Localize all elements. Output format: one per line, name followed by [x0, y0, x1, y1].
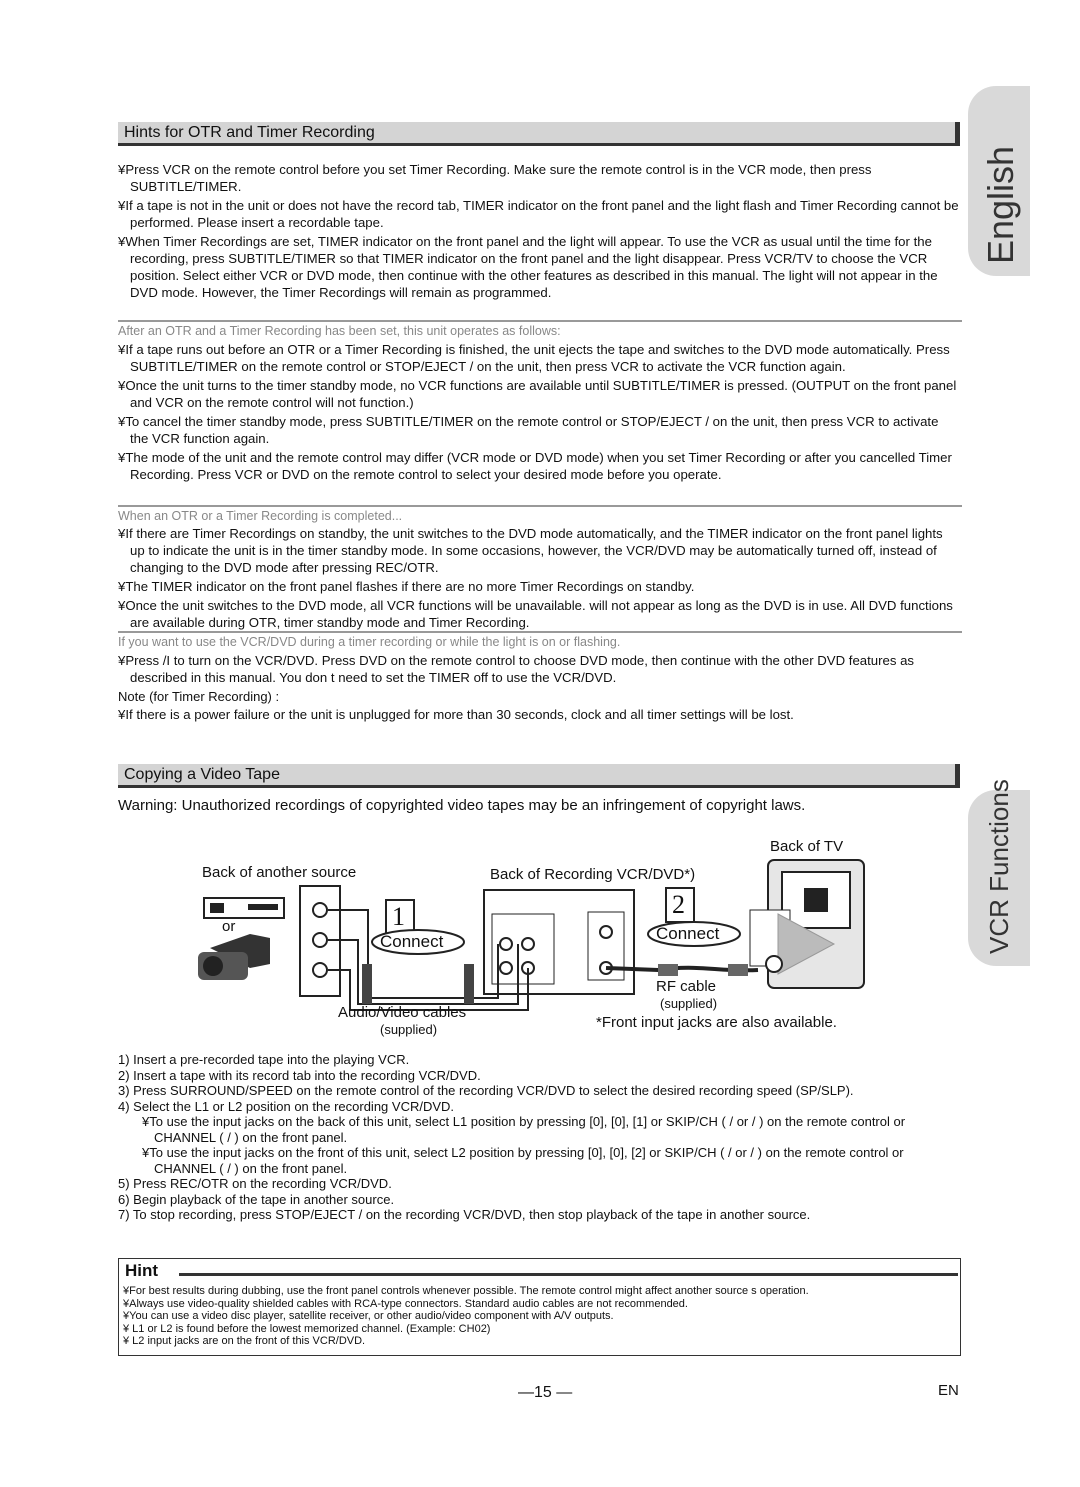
subheading-use-during-timer: If you want to use the VCR/DVD during a timer recording or while the light is on or flashing.	[118, 631, 962, 649]
step2-connect-label: Connect	[656, 924, 720, 943]
step2-number: 2	[672, 890, 685, 919]
list-item: ¥If a tape is not in the unit or does not have the record tab, TIMER indicator on the front panel and the light flash and Timer Recording cannot be performed. Please insert a recordable tape.	[118, 198, 959, 230]
or-label: or	[222, 918, 236, 935]
otr-bullets-1	[118, 161, 960, 303]
list-item: 5) Press REC/OTR on the recording VCR/DVD.	[118, 1176, 392, 1191]
english-tab-label: English	[980, 145, 1021, 264]
list-item: ¥If there is a power failure or the unit is unplugged for more than 30 seconds, clock and all timer settings will be lost.	[118, 707, 794, 722]
hint-list	[123, 1285, 809, 1348]
av-supplied-label: (supplied)	[380, 1022, 438, 1037]
list-item: ¥ L1 or L2 is found before the lowest memorized channel. (Example: CH02)	[123, 1322, 491, 1335]
copy-steps	[118, 1052, 962, 1223]
otr-bullets-3	[118, 525, 960, 633]
list-item: ¥When Timer Recordings are set, TIMER indicator on the front panel and the light will appear. To use the VCR as usual until the time for the recording, press SUBTITLE/TIMER so that TIMER indicator on the front panel and the light disappear. Press VCR/TV to choose the VCR position. Select either VCR or DVD mode, then continue with the other features as described in this manual. The light will not appear in the DVD mode. However, the Timer Recordings will remain as programmed.	[118, 234, 938, 300]
page-number: —15 —	[518, 1384, 573, 1401]
section-title: Hints for OTR and Timer Recording	[124, 124, 375, 141]
list-item: ¥Always use video-quality shielded cables with RCA-type connectors. Standard audio cables are not recommended.	[123, 1297, 688, 1310]
list-item: ¥To cancel the timer standby mode, press SUBTITLE/TIMER on the remote control or STOP/EJECT / on the unit, then press VCR to activate the VCR function again.	[118, 414, 939, 446]
english-side-tab	[968, 86, 1030, 276]
subheading-after-otr: After an OTR and a Timer Recording has been set, this unit operates as follows:	[118, 320, 962, 338]
language-code: EN	[938, 1382, 959, 1399]
rf-supplied-label: (supplied)	[660, 996, 718, 1011]
front-jacks-note: *Front input jacks are also available.	[596, 1014, 837, 1031]
back-of-tv-label: Back of TV	[770, 838, 844, 855]
list-item: ¥Once the unit turns to the timer standby mode, no VCR functions are available until SUBTITLE/TIMER is pressed. (OUTPUT on the front panel and VCR on the remote control will not function.)	[118, 378, 957, 410]
list-item: ¥To use the input jacks on the back of this unit, select L1 position by pressing [0], [0], [1] or SKIP/CH ( / or / ) on the remote control or CHANNEL ( / ) on the front panel.	[142, 1114, 906, 1145]
otr-bullets-4	[118, 652, 960, 688]
otr-bullets-5	[118, 706, 960, 725]
hint-box	[118, 1258, 961, 1356]
list-item: ¥Once the unit switches to the DVD mode, all VCR functions will be unavailable. will not appear as long as the DVD is in use. All DVD functions are available during OTR, timer standby mode and Timer Recording.	[118, 598, 953, 630]
list-item: ¥The mode of the unit and the remote control may differ (VCR mode or DVD mode) when you set Timer Recording or after you cancelled Timer Recording. Press VCR or DVD on the remote control to select your desired mode before you operate.	[118, 450, 952, 482]
list-item: ¥If a tape runs out before an OTR or a Timer Recording is finished, the unit ejects the tape and switches to the DVD mode automatically. Press SUBTITLE/TIMER on the remote control or STOP/EJECT / on the unit, then press VCR to activate the VCR function again.	[118, 342, 950, 374]
hint-rule	[179, 1273, 958, 1276]
connection-diagram	[118, 830, 962, 1040]
list-item: ¥To use the input jacks on the front of this unit, select L2 position by pressing [0], [0], [2] or SKIP/CH ( / or / ) on the remote control or CHANNEL ( / ) on the front panel.	[142, 1145, 904, 1176]
list-item: ¥Press VCR on the remote control before you set Timer Recording. Make sure the remote control is in the VCR mode, then press SUBTITLE/TIMER.	[118, 162, 872, 194]
section-title: Copying a Video Tape	[124, 766, 280, 783]
list-item: ¥The TIMER indicator on the front panel flashes if there are no more Timer Recordings on standby.	[118, 579, 695, 594]
list-item: ¥For best results during dubbing, use the front panel controls whenever possible. The remote control might affect another source s operation.	[123, 1285, 809, 1297]
diagram-graphics	[118, 830, 962, 1040]
hint-title-text: Hint	[125, 1261, 159, 1280]
back-of-recording-label: Back of Recording VCR/DVD*)	[490, 866, 696, 883]
list-item: 3) Press SURROUND/SPEED on the remote control of the recording VCR/DVD to select the desired recording speed (SP/SLP).	[118, 1083, 854, 1098]
step1-number: 1	[392, 902, 405, 931]
vcr-functions-side-tab	[968, 779, 1030, 966]
section-heading-copying	[118, 764, 960, 788]
vcr-functions-tab-label: VCR Functions	[984, 779, 1014, 954]
list-item: ¥If there are Timer Recordings on standby, the unit switches to the DVD mode automatically, and the TIMER indicator on the front panel lights up to indicate the unit is in the timer standby mode. In some occasions, however, the VCR/DVD may be automatically turned off, instead of changing to the DVD mode after pressing REC/OTR.	[118, 526, 943, 575]
list-item: 6) Begin playback of the tape in another source.	[118, 1191, 395, 1207]
subheading-when-completed: When an OTR or a Timer Recording is completed...	[118, 505, 962, 523]
list-item: 7) To stop recording, press STOP/EJECT / on the recording VCR/DVD, then stop playback of the tape in another source.	[118, 1207, 811, 1222]
warning-text: Warning: Unauthorized recordings of copyrighted video tapes may be an infringement of copyright laws.	[118, 797, 806, 814]
back-of-another-source-label: Back of another source	[202, 864, 357, 881]
list-item: 1) Insert a pre-recorded tape into the playing VCR.	[118, 1052, 410, 1067]
list-item: 2) Insert a tape with its record tab into the recording VCR/DVD.	[118, 1067, 481, 1083]
av-cables-label: Audio/Video cables	[338, 1004, 467, 1021]
step1-connect-label: Connect	[380, 932, 444, 951]
note-title: Note (for Timer Recording) :	[118, 689, 280, 704]
list-item: ¥ L2 input jacks are on the front of this VCR/DVD.	[123, 1335, 366, 1347]
list-item: 4) Select the L1 or L2 position on the recording VCR/DVD.	[118, 1098, 455, 1114]
list-item: ¥You can use a video disc player, satellite receiver, or other audio/video component with A/V outputs.	[123, 1310, 614, 1322]
section-heading-otr-timer	[118, 122, 960, 146]
otr-bullets-2	[118, 341, 960, 485]
list-item: ¥Press /I to turn on the VCR/DVD. Press DVD on the remote control to choose DVD mode, then continue with the other DVD features as described in this manual. You don t need to set the TIMER off to use the VCR/DVD.	[118, 653, 915, 685]
hint-title	[119, 1259, 962, 1281]
rf-cable-label: RF cable	[656, 978, 717, 995]
